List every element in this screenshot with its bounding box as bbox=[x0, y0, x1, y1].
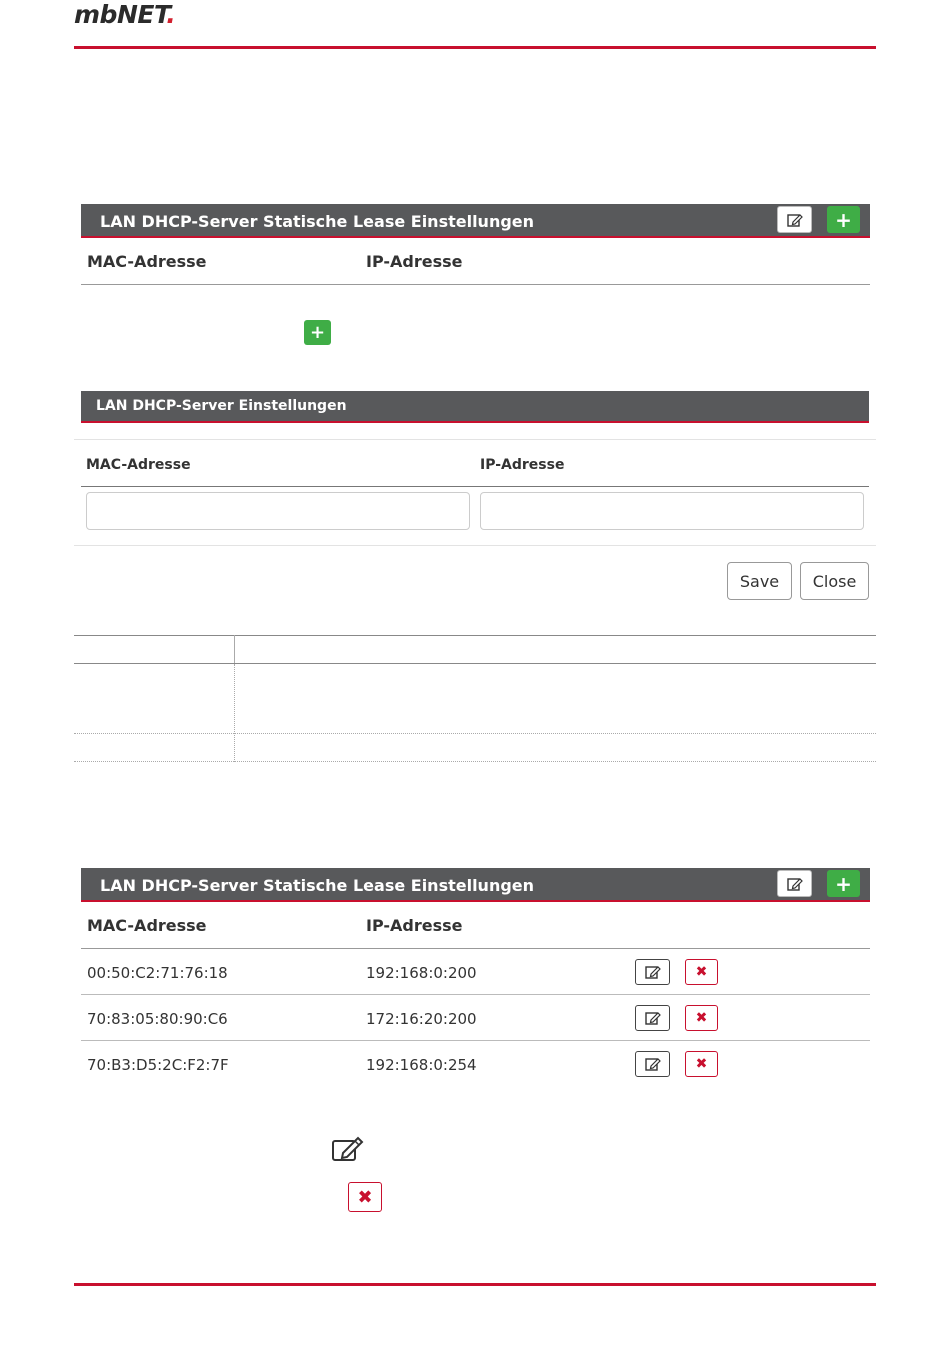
edit-icon bbox=[787, 213, 803, 227]
table-column-divider bbox=[234, 664, 235, 762]
table-header-border bbox=[74, 663, 876, 664]
plus-icon: + bbox=[835, 207, 852, 232]
delete-icon: ✖ bbox=[695, 1010, 708, 1026]
edit-icon bbox=[645, 1011, 661, 1025]
edit-button[interactable] bbox=[777, 870, 812, 897]
edit-icon bbox=[787, 877, 803, 891]
table-column-divider bbox=[234, 635, 235, 663]
row-delete-button[interactable] bbox=[685, 959, 718, 985]
delete-icon-reference bbox=[348, 1182, 382, 1212]
header-divider bbox=[74, 46, 876, 49]
divider bbox=[74, 439, 876, 440]
row-divider bbox=[81, 994, 870, 995]
table-divider bbox=[81, 948, 870, 949]
panel-title: LAN DHCP-Server Statische Lease Einstellungen bbox=[100, 212, 535, 231]
panel-title: LAN DHCP-Server Statische Lease Einstellungen bbox=[100, 876, 535, 895]
delete-icon: ✖ bbox=[695, 964, 708, 980]
row-divider bbox=[81, 1040, 870, 1041]
static-lease-panel-header bbox=[81, 868, 870, 902]
table-divider bbox=[81, 486, 869, 487]
table-row-border bbox=[74, 733, 876, 734]
plus-icon: + bbox=[835, 871, 852, 896]
dhcp-settings-panel-header bbox=[81, 391, 869, 423]
table-bottom-border bbox=[74, 761, 876, 762]
col-mac-header: MAC-Adresse bbox=[87, 916, 207, 935]
static-lease-panel-header bbox=[81, 204, 870, 238]
row-delete-button[interactable] bbox=[685, 1005, 718, 1031]
edit-icon bbox=[645, 965, 661, 979]
delete-icon: ✖ bbox=[357, 1186, 373, 1208]
row-edit-button[interactable] bbox=[635, 1005, 670, 1031]
save-button[interactable]: Save bbox=[727, 562, 792, 600]
table-divider bbox=[81, 284, 870, 285]
col-ip-header: IP-Adresse bbox=[366, 252, 463, 271]
divider bbox=[74, 545, 876, 546]
footer-divider bbox=[74, 1283, 876, 1286]
mac-address-input[interactable] bbox=[86, 492, 470, 530]
close-button[interactable]: Close bbox=[800, 562, 869, 600]
add-button[interactable] bbox=[827, 206, 860, 233]
plus-icon: + bbox=[309, 321, 326, 343]
row-edit-button[interactable] bbox=[635, 1051, 670, 1077]
mbnet-logo: mbNET. bbox=[74, 0, 176, 29]
col-mac-header: MAC-Adresse bbox=[86, 457, 191, 473]
row-delete-button[interactable] bbox=[685, 1051, 718, 1077]
table-top-border bbox=[74, 635, 876, 636]
edit-button[interactable] bbox=[777, 206, 812, 233]
row-ip: 192:168:0:254 bbox=[366, 1056, 477, 1074]
row-ip: 172:16:20:200 bbox=[366, 1010, 477, 1028]
row-mac: 70:83:05:80:90:C6 bbox=[87, 1010, 228, 1028]
edit-icon bbox=[645, 1057, 661, 1071]
col-ip-header: IP-Adresse bbox=[366, 916, 463, 935]
row-mac: 70:B3:D5:2C:F2:7F bbox=[87, 1056, 229, 1074]
edit-icon-reference bbox=[331, 1136, 365, 1166]
edit-icon bbox=[331, 1136, 365, 1162]
delete-icon: ✖ bbox=[695, 1056, 708, 1072]
add-button[interactable] bbox=[827, 870, 860, 897]
col-mac-header: MAC-Adresse bbox=[87, 252, 207, 271]
add-icon-reference bbox=[304, 320, 331, 345]
col-ip-header: IP-Adresse bbox=[480, 457, 565, 473]
row-mac: 00:50:C2:71:76:18 bbox=[87, 964, 228, 982]
row-ip: 192:168:0:200 bbox=[366, 964, 477, 982]
row-edit-button[interactable] bbox=[635, 959, 670, 985]
ip-address-input[interactable] bbox=[480, 492, 864, 530]
panel-title: LAN DHCP-Server Einstellungen bbox=[96, 398, 347, 414]
